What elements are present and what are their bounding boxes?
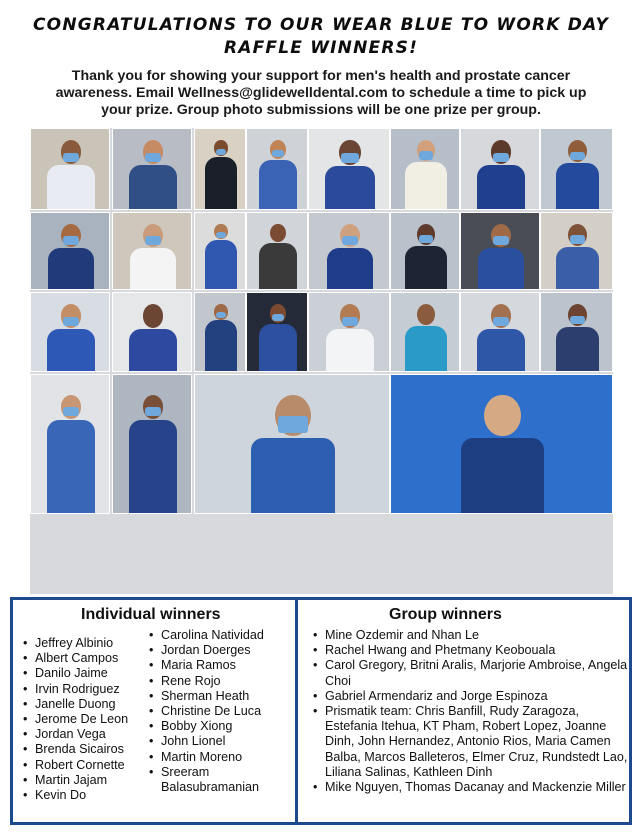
- person-body: [205, 157, 236, 210]
- collage-photo: [460, 212, 540, 290]
- person-head: [417, 304, 435, 325]
- collage-photo: [30, 128, 110, 210]
- winner-name: • Sreeram Balasubramanian: [149, 765, 293, 795]
- winner-name: • Albert Campos: [23, 651, 143, 666]
- winner-name: • Danilo Jaime: [23, 666, 143, 681]
- face-mask: [278, 416, 307, 432]
- face-mask: [342, 236, 358, 245]
- person-body: [205, 320, 236, 372]
- person-body: [259, 160, 296, 210]
- person-body: [259, 324, 296, 372]
- winner-name: • Martin Jajam: [23, 773, 143, 788]
- winners-box: [10, 597, 632, 825]
- collage-photo: [540, 212, 613, 290]
- person-head: [270, 224, 286, 243]
- person-body: [130, 248, 177, 290]
- face-mask: [145, 153, 162, 162]
- winner-name: • Maria Ramos: [149, 658, 293, 673]
- collage-photo: [112, 128, 192, 210]
- photo-collage: [30, 128, 613, 594]
- face-mask: [341, 153, 358, 163]
- collage-photo: [30, 292, 110, 372]
- face-mask: [493, 236, 509, 245]
- face-mask: [216, 149, 227, 155]
- collage-photo: [540, 292, 613, 372]
- person-body: [129, 329, 177, 372]
- face-mask: [63, 317, 80, 326]
- headline-line-2: RAFFLE WINNERS!: [223, 38, 419, 58]
- person-body: [251, 438, 335, 514]
- collage-photo: [308, 292, 390, 372]
- winner-name: • Carol Gregory, Britni Aralis, Marjorie Ambroise, Angela Choi: [313, 658, 629, 688]
- collage-photo: [390, 292, 460, 372]
- face-mask: [145, 236, 161, 245]
- winner-name: • Irvin Rodriguez: [23, 682, 143, 697]
- face-mask: [145, 407, 162, 416]
- collage-photo: [112, 374, 192, 514]
- person-body: [405, 246, 447, 290]
- collage-photo: [194, 128, 246, 210]
- person-body: [47, 329, 95, 372]
- winner-name: • Sherman Heath: [149, 689, 293, 704]
- collage-photo: [390, 212, 460, 290]
- face-mask: [272, 314, 285, 321]
- collage-photo: [460, 128, 540, 210]
- person-body: [405, 162, 447, 210]
- collage-photo: [194, 212, 246, 290]
- person-body: [556, 247, 600, 290]
- headline-line-1: CONGRATULATIONS TO OUR WEAR BLUE TO WORK DAY: [33, 15, 609, 35]
- winner-name: • Martin Moreno: [149, 750, 293, 765]
- person-body: [129, 165, 177, 210]
- face-mask: [419, 235, 434, 243]
- person-body: [556, 163, 600, 210]
- person-body: [326, 329, 374, 372]
- collage-photo: [390, 128, 460, 210]
- intro-line-1: Thank you for showing your support for men's health and prostate cancer: [71, 68, 571, 84]
- collage-photo: [460, 292, 540, 372]
- collage-photo: [390, 374, 613, 514]
- person-body: [48, 248, 95, 290]
- group-winners-title: Group winners: [389, 606, 502, 623]
- collage-photo: [308, 212, 390, 290]
- face-mask: [570, 235, 585, 244]
- group-winners-list: [313, 628, 629, 795]
- person-body: [325, 166, 374, 210]
- person-head: [484, 395, 520, 437]
- person-body: [405, 326, 447, 372]
- headline: [0, 14, 642, 60]
- winner-name: • Prismatik team: Chris Banfill, Rudy Zaragoza, Estefania Itehua, KT Pham, Robert Lopez, Joanne Dinh, John Hernandez, Antonio Rios, Maria Camen Balba, Marcos Balleteros, Elmer Cruz, Rundstedt Lao, Liliana Salinas, Kathleen Dinh: [313, 704, 629, 780]
- intro-paragraph: [14, 68, 628, 119]
- face-mask: [216, 232, 227, 238]
- winner-name: • Mike Nguyen, Thomas Dacanay and Mackenzie Miller: [313, 780, 629, 795]
- winner-name: • Gabriel Armendariz and Jorge Espinoza: [313, 689, 629, 704]
- person-body: [205, 240, 236, 290]
- collage-photo: [540, 128, 613, 210]
- collage-photo: [308, 128, 390, 210]
- winner-name: • Bobby Xiong: [149, 719, 293, 734]
- face-mask: [272, 150, 285, 157]
- winner-name: • Jordan Doerges: [149, 643, 293, 658]
- winner-name: • John Lionel: [149, 734, 293, 749]
- person-body: [477, 165, 525, 210]
- collage-photo: [194, 292, 246, 372]
- winner-name: • Janelle Duong: [23, 697, 143, 712]
- person-body: [129, 420, 177, 514]
- face-mask: [570, 316, 585, 325]
- winner-name: • Mine Ozdemir and Nhan Le: [313, 628, 629, 643]
- collage-photo: [30, 212, 110, 290]
- face-mask: [493, 153, 510, 162]
- individual-winners-list-1: [23, 636, 143, 803]
- face-mask: [63, 236, 79, 245]
- person-body: [478, 248, 525, 290]
- person-body: [47, 165, 95, 210]
- face-mask: [342, 317, 359, 326]
- person-body: [556, 327, 600, 372]
- winner-name: • Kevin Do: [23, 788, 143, 803]
- face-mask: [63, 407, 80, 416]
- face-mask: [493, 317, 510, 326]
- winner-name: • Jordan Vega: [23, 727, 143, 742]
- person-body: [477, 329, 525, 372]
- collage-photo: [246, 292, 308, 372]
- winner-name: • Robert Cornette: [23, 758, 143, 773]
- face-mask: [419, 151, 434, 159]
- column-divider: [295, 600, 298, 822]
- winner-name: • Rene Rojo: [149, 674, 293, 689]
- winner-name: • Jeffrey Albinio: [23, 636, 143, 651]
- collage-photo: [112, 212, 192, 290]
- individual-winners-list-2: [149, 628, 293, 795]
- face-mask: [570, 152, 585, 161]
- collage-photo: [246, 212, 308, 290]
- collage-photo: [112, 292, 192, 372]
- winner-name: • Christine De Luca: [149, 704, 293, 719]
- person-body: [327, 248, 374, 290]
- face-mask: [63, 153, 80, 162]
- person-body: [259, 243, 296, 290]
- winner-name: • Carolina Natividad: [149, 628, 293, 643]
- collage-photo: [246, 128, 308, 210]
- individual-winners-title: Individual winners: [81, 606, 221, 623]
- person-body: [47, 420, 95, 514]
- collage-photo: [194, 374, 390, 514]
- winner-name: • Rachel Hwang and Phetmany Keobouala: [313, 643, 629, 658]
- winner-name: • Brenda Sicairos: [23, 742, 143, 757]
- intro-line-2: awareness. Email Wellness@glidewelldental.com to schedule a time to pick up: [55, 85, 587, 101]
- person-body: [461, 438, 545, 514]
- winner-name: • Jerome De Leon: [23, 712, 143, 727]
- intro-line-3: your prize. Group photo submissions will be one prize per group.: [101, 102, 541, 118]
- collage-photo: [30, 374, 110, 514]
- person-head: [143, 304, 164, 328]
